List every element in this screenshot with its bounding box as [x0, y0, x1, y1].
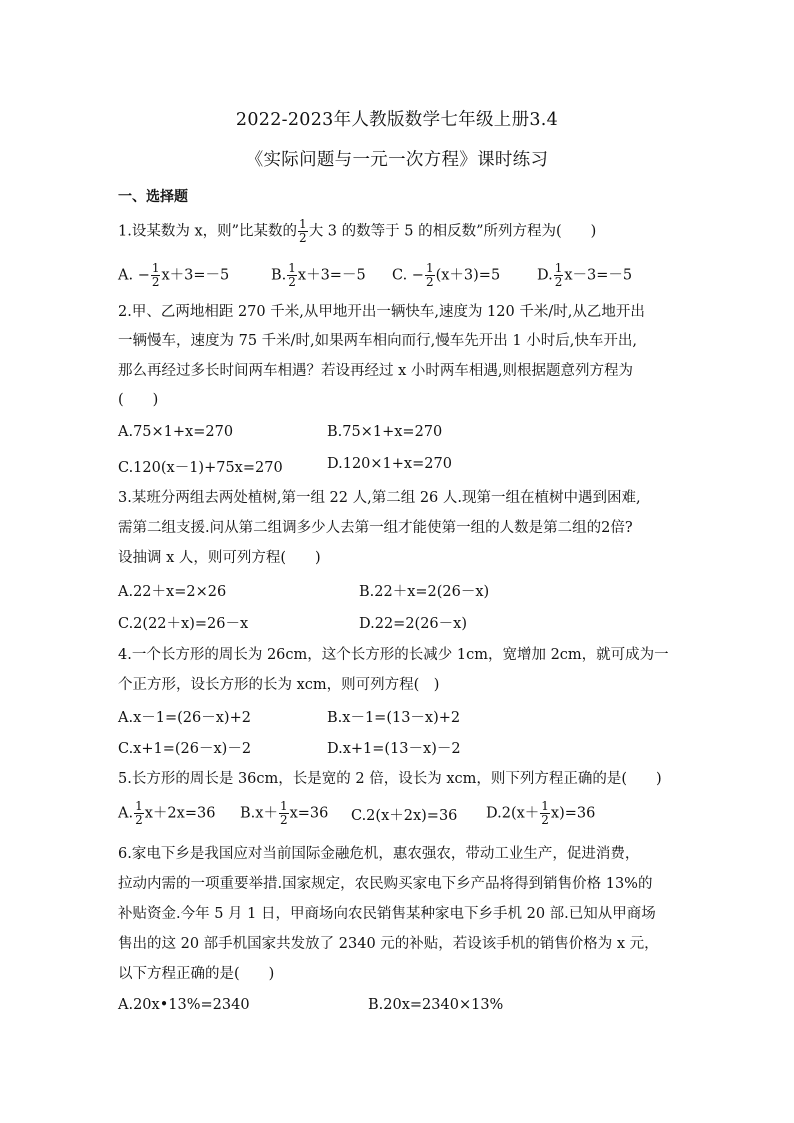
question-6-line-1: 6.家电下乡是我国应对当前国际金融危机，惠农强农，带动工业生产，促进消费， [118, 846, 640, 862]
fraction-half: $\frac{1}{2}$ [288, 261, 296, 289]
question-1-option-b: B. $\frac{1}{2}$ x＋3=－5 [271, 261, 366, 289]
question-3-option-b: B.22＋x=2(26－x) [359, 584, 490, 600]
question-5-option-c: C.2(x＋2x)=36 [351, 808, 458, 824]
question-4-line-1: 4.一个长方形的周长为 26cm，这个长方形的长减少 1cm，宽增加 2cm，就可成为一 [118, 647, 669, 663]
question-4-option-d: D.x+1=(13－x)－2 [327, 741, 461, 757]
question-1-option-a: A. − $\frac{1}{2}$ x＋3=－5 [118, 261, 230, 289]
question-6-option-b: B.20x=2340×13% [368, 997, 504, 1013]
question-6-line-2: 拉动内需的一项重要举措.国家规定，农民购买家电下乡产品将得到销售价格 13%的 [118, 876, 653, 892]
question-6-line-5: 以下方程正确的是( ) [118, 966, 275, 982]
question-6-line-4: 售出的这 20 部手机国家共发放了 2340 元的补贴，若设该手机的销售价格为 x 元， [118, 936, 659, 952]
fraction-half: $\frac{1}{2}$ [554, 261, 563, 289]
question-4-line-2: 个正方形，设长方形的长为 xcm，则可列方程( ) [118, 677, 440, 693]
question-1-option-d: D. $\frac{1}{2}$ x－3=－5 [537, 261, 633, 289]
fraction-half: $\frac{1}{2}$ [279, 799, 288, 827]
question-4-option-b: B.x－1=(13－x)+2 [327, 710, 461, 726]
question-1-text-before: 1.设某数为 x，则”比某数的 [118, 223, 298, 240]
question-2-option-d: D.120×1+x=270 [327, 456, 452, 472]
question-2-line-2: 一辆慢车，速度为 75 千米/时,如果两车相向而行,慢车先开出 1 小时后,快车开出, [118, 333, 637, 349]
question-3-option-d: D.22=2(26－x) [359, 616, 467, 632]
fraction-half: $\frac{1}{2}$ [151, 261, 160, 289]
question-3-option-a: A.22＋x=2×26 [118, 584, 227, 600]
question-2-option-b: B.75×1+x=270 [327, 424, 443, 440]
question-1-stem [118, 218, 596, 245]
question-2-line-3: 那么再经过多长时间两车相遇？若设再经过 x 小时两车相遇,则根据题意列方程为 [118, 363, 634, 379]
question-5-option-d: D.2(x＋ $\frac{1}{2}$ x)=36 [486, 799, 596, 827]
question-4-option-c: C.x+1=(26－x)－2 [118, 741, 252, 757]
fraction-half: $\frac{1}{2}$ [299, 217, 307, 245]
question-5-option-a: A. $\frac{1}{2}$ x＋2x=36 [118, 799, 216, 827]
question-2-option-c: C.120(x－1)+75x=270 [118, 460, 283, 476]
fraction-half: $\frac{1}{2}$ [425, 261, 434, 289]
question-1-option-c: C. − $\frac{1}{2}$ (x＋3)=5 [392, 261, 501, 289]
question-5-line-1: 5.长方形的周长是 36cm，长是宽的 2 倍，设长为 xcm，则下列方程正确的是( ) [118, 771, 662, 787]
question-3-line-3: 设抽调 x 人，则可列方程( ) [118, 550, 321, 566]
question-6-line-3: 补贴资金.今年 5 月 1 日，甲商场向农民销售某种家电下乡手机 20 部.已知从甲商场 [118, 906, 656, 922]
question-3-line-1: 3.某班分两组去两处植树,第一组 22 人,第二组 26 人.现第一组在植树中遇到困难, [118, 490, 641, 506]
question-5-option-b: B.x＋ $\frac{1}{2}$ x=36 [240, 799, 329, 827]
title-line-2: 《实际问题与一元一次方程》课时练习 [245, 150, 549, 170]
title-line-1: 2022-2023年人教版数学七年级上册3.4 [235, 110, 559, 130]
question-3-line-2: 需第二组支援.问从第二组调多少人去第一组才能使第一组的人数是第二组的2倍? [118, 520, 633, 536]
question-2-line-1: 2.甲、乙两地相距 270 千米,从甲地开出一辆快车,速度为 120 千米/时,从乙地开出 [118, 304, 645, 320]
question-1-text-after: 大 3 的数等于 5 的相反数”所列方程为( ) [308, 223, 597, 240]
question-4-option-a: A.x－1=(26－x)+2 [118, 710, 251, 726]
section-heading: 一、选择题 [118, 189, 188, 205]
fraction-half: $\frac{1}{2}$ [541, 799, 549, 827]
question-2-line-4: ( ) [118, 392, 159, 408]
question-3-option-c: C.2(22＋x)=26－x [118, 616, 249, 632]
question-6-option-a: A.20x•13%=2340 [118, 997, 250, 1013]
fraction-half: $\frac{1}{2}$ [135, 799, 143, 827]
question-2-option-a: A.75×1+x=270 [118, 424, 234, 440]
